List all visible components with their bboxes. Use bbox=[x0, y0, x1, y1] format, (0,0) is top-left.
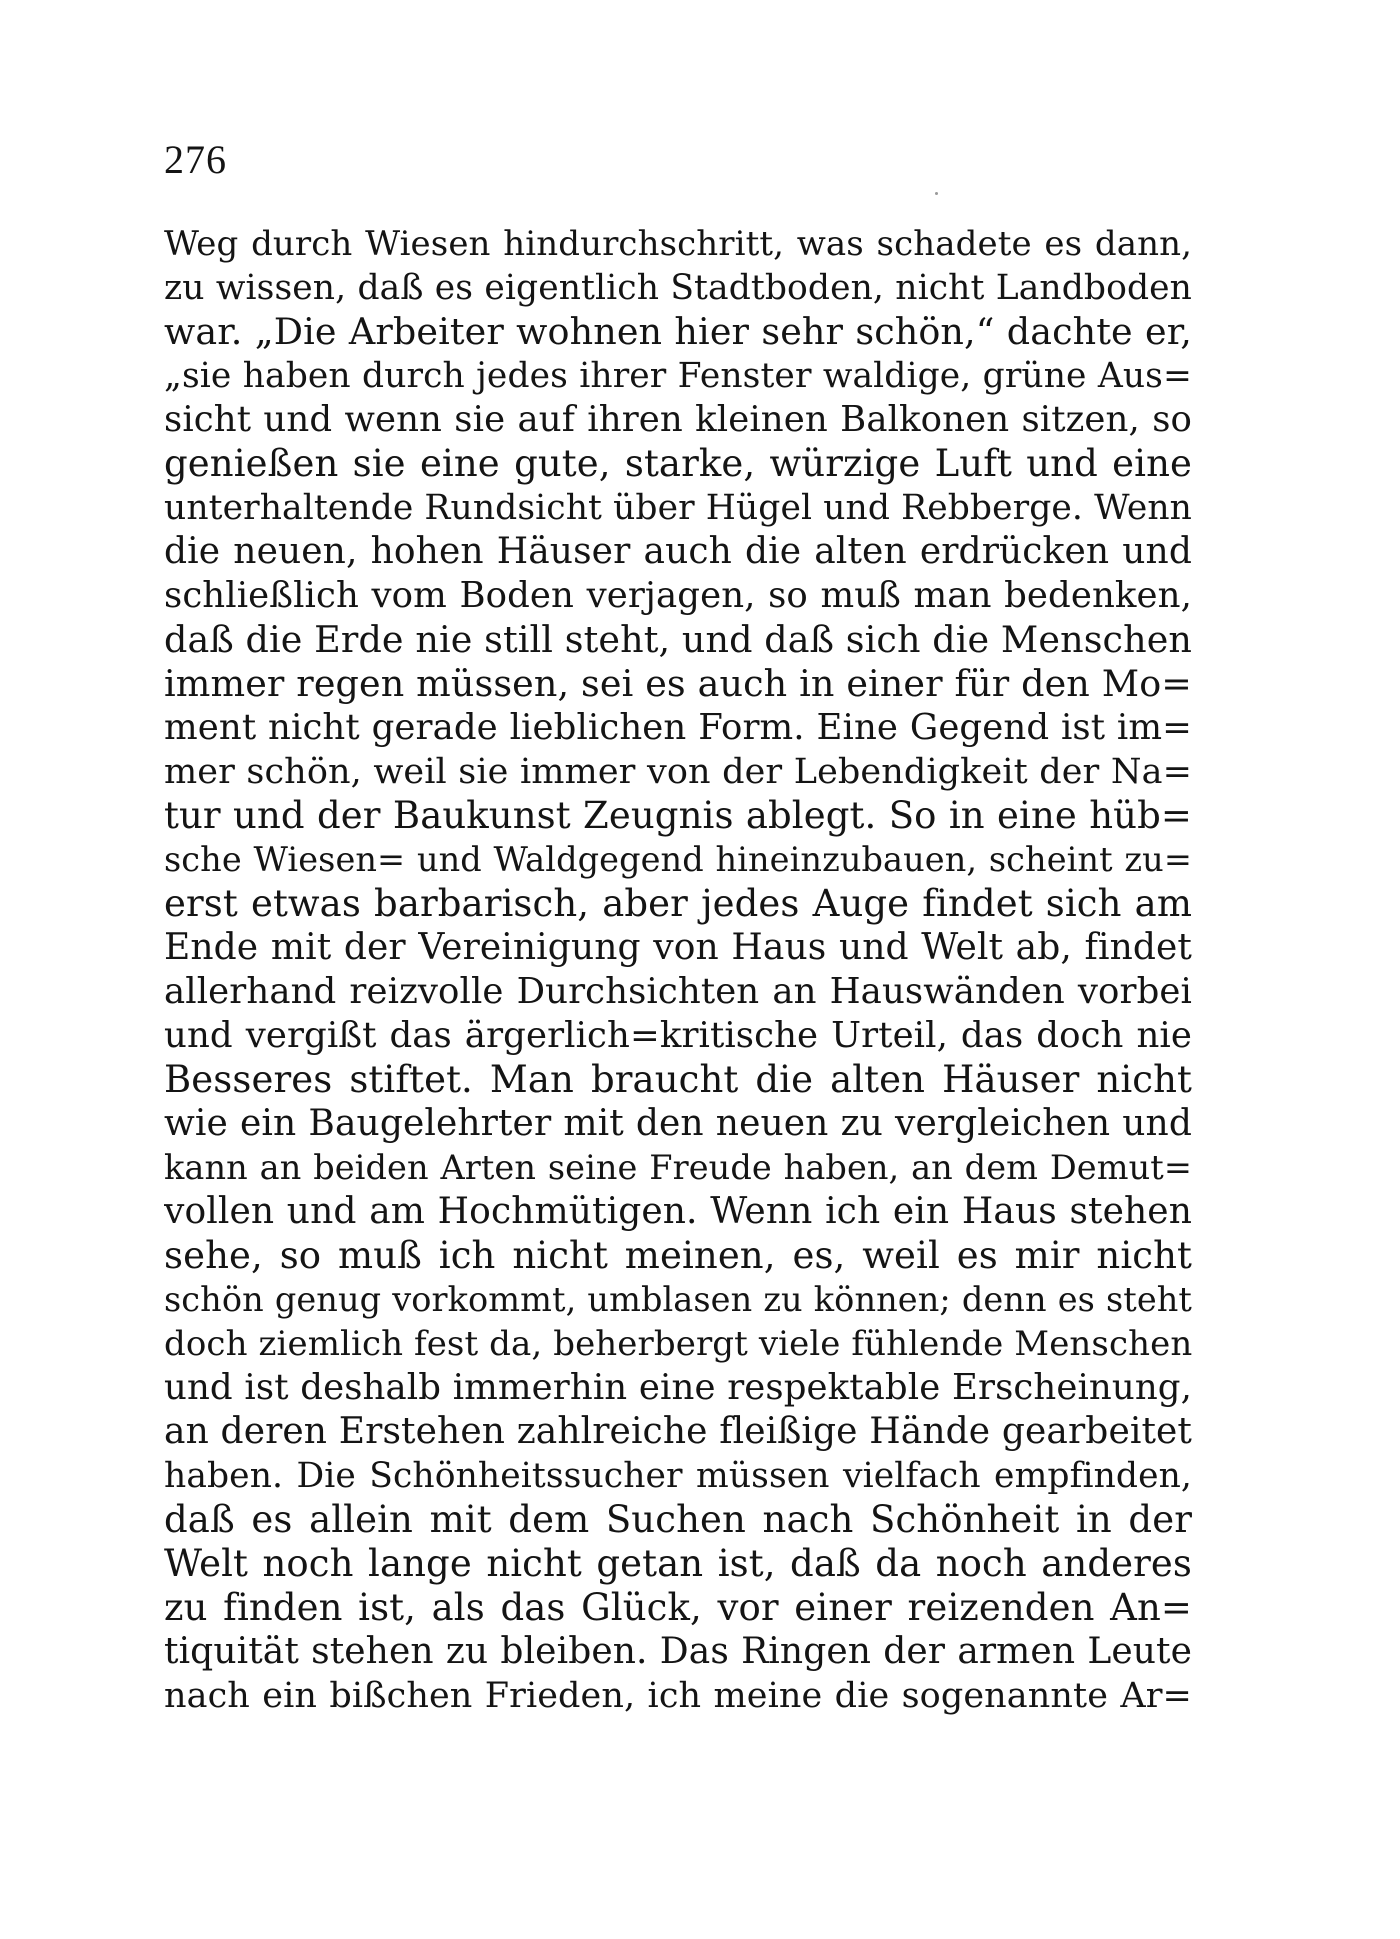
text-line: Besseres stiftet. Man braucht die alten Häuser nicht bbox=[164, 1058, 1192, 1101]
text-line: und vergißt das ärgerlich=kritische Urteil, das doch nie bbox=[164, 1015, 1192, 1056]
text-line: haben. Die Schönheitssucher müssen vielfach empfinden, bbox=[164, 1456, 1192, 1496]
text-line: Ende mit der Vereinigung von Haus und Welt ab, findet bbox=[164, 927, 1192, 968]
text-line: sicht und wenn sie auf ihren kleinen Balkonen sitzen, so bbox=[164, 399, 1192, 440]
text-line: allerhand reizvolle Durchsichten an Hauswänden vorbei bbox=[164, 971, 1192, 1012]
text-line: schließlich vom Boden verjagen, so muß man bedenken, bbox=[164, 575, 1192, 616]
body-text bbox=[164, 222, 1192, 1718]
text-line: war. „Die Arbeiter wohnen hier sehr schön,“ dachte er, bbox=[164, 310, 1192, 353]
text-line: doch ziemlich fest da, beherbergt viele fühlende Menschen bbox=[164, 1324, 1192, 1364]
text-line: schön genug vorkommt, umblasen zu können; denn es steht bbox=[164, 1280, 1192, 1319]
text-line: nach ein bißchen Frieden, ich meine die sogenannte Ar= bbox=[164, 1676, 1192, 1716]
text-line: ment nicht gerade lieblichen Form. Eine Gegend ist im= bbox=[164, 707, 1192, 748]
text-line: kann an beiden Arten seine Freude haben, an dem Demut= bbox=[164, 1148, 1192, 1187]
text-line: wie ein Baugelehrter mit den neuen zu vergleichen und bbox=[164, 1103, 1192, 1144]
text-line: „sie haben durch jedes ihrer Fenster waldige, grüne Aus= bbox=[164, 356, 1192, 396]
text-line: erst etwas barbarisch, aber jedes Auge findet sich am bbox=[164, 882, 1192, 925]
text-line: genießen sie eine gute, starke, würzige Luft und eine bbox=[164, 442, 1192, 485]
text-line: Weg durch Wiesen hindurchschritt, was schadete es dann, bbox=[164, 224, 1192, 264]
text-line: Welt noch lange nicht getan ist, daß da noch anderes bbox=[164, 1542, 1192, 1585]
text-line: tur und der Baukunst Zeugnis ablegt. So in eine hüb= bbox=[164, 794, 1192, 837]
text-line: zu finden ist, als das Glück, vor einer reizenden An= bbox=[164, 1586, 1192, 1629]
text-line: an deren Erstehen zahlreiche fleißige Hände gearbeitet bbox=[164, 1411, 1192, 1452]
text-line: tiquität stehen zu bleiben. Das Ringen der armen Leute bbox=[164, 1631, 1192, 1672]
text-line: sehe, so muß ich nicht meinen, es, weil es mir nicht bbox=[164, 1234, 1192, 1277]
text-line: zu wissen, daß es eigentlich Stadtboden, nicht Landboden bbox=[164, 268, 1192, 308]
page-number: 276 bbox=[164, 137, 227, 182]
text-line: immer regen müssen, sei es auch in einer für den Mo= bbox=[164, 662, 1192, 705]
text-line: und ist deshalb immerhin eine respektable Erscheinung, bbox=[164, 1367, 1192, 1408]
text-line: daß die Erde nie still steht, und daß sich die Menschen bbox=[164, 618, 1192, 661]
text-line: mer schön, weil sie immer von der Lebendigkeit der Na= bbox=[164, 752, 1192, 792]
text-line: sche Wiesen= und Waldgegend hineinzubauen, scheint zu= bbox=[164, 840, 1192, 879]
text-line: die neuen, hohen Häuser auch die alten erdrücken und bbox=[164, 531, 1192, 572]
text-line: daß es allein mit dem Suchen nach Schönheit in der bbox=[164, 1498, 1192, 1541]
paper-speck bbox=[935, 192, 938, 195]
text-line: unterhaltende Rundsicht über Hügel und Rebberge. Wenn bbox=[164, 488, 1192, 528]
text-line: vollen und am Hochmütigen. Wenn ich ein Haus stehen bbox=[164, 1191, 1192, 1232]
